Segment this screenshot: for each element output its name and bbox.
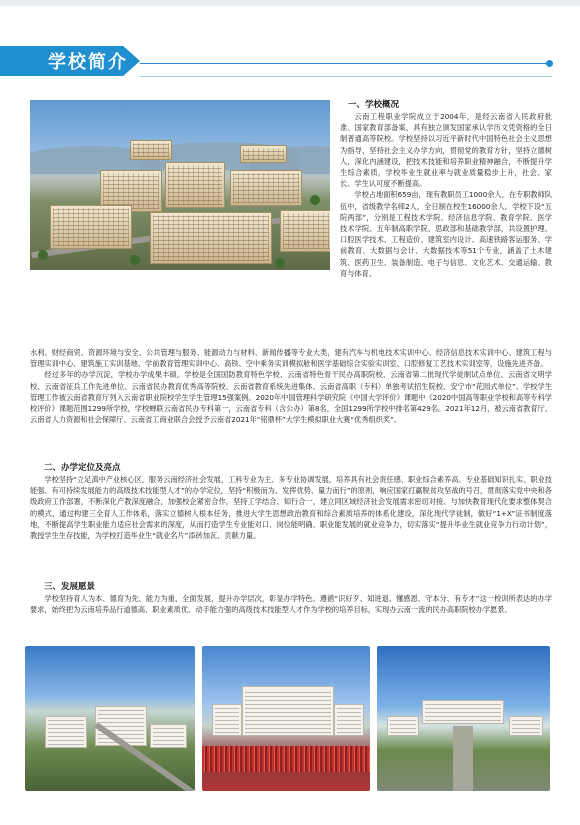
header-rule-light: [140, 76, 552, 77]
positioning-paragraph: [30, 474, 552, 541]
top-border: [0, 0, 580, 6]
overview-text-3: 经过多年的办学沉淀，学校办学成果丰硕。学校是全国国防教育特色学校、云南省特色骨干民办高职院校、云南省第二批现代学徒制试点单位、云南省文明学校、云南省征兵工作先进单位、云南省民办教育优秀高等院校、云南省教育系统先进集体、云南省高职（专科）单独考试招生院校、安宁市“花园式单位”。学校学生管理工作被云南省教育厅列入云南省职业院校学生学生管理15强案例。2020年中国管理科学研究院《中国大学评价》课题中《2020中国高等职业学校和高等专科学校评价》课题范围1299所学校，学校蝉联云南省民办专科第一，云南省专科（含公办）第8名，全国1299所学校中排名第429名。2021年12月，被云南省教育厅、云南省人力资源和社会保障厅、云南省工商业联合会授予云南省2021年“铭鼎杯”大学生模拟职业大赛“优秀组织奖”。: [30, 370, 552, 425]
positioning-text: 学校坚持“立足滇中产业核心区，服务云南经济社会发展，工科专业为主、多专业协调发展，培养具有社会责任感、职业综合素养高、专业基础知识扎实、职业技能强、有可持续发展能力的高级技术技能型人才”的办学定位，坚持“积极而为、发挥优势、量力而行”的原则，响应国家打赢脱贫攻坚战的号召，贯彻落实党中央和各级政府工作部署，不断深化产教深度融合，加强校企紧密合作，坚持工学结合、知行合一，建立同区域经济社会发展需求密切对接、与加快教育现代化要求整体契合的模式，通过构建三全育人工作体系，落实立德树人根本任务，推进大学生思想政治教育和综合素质培养的体系化建设，深化现代学徒制，做好“1+X”证书制度落地，不断提高学生职业能力适应社会需求的深度，从而打造学生专业能对口、岗位能明确、职业能发展的就业竞争力，切实落实“提升毕业生就业竞争力行动计划”，教授学生生存技能，为学校打造毕业生“就业名片”添砖加瓦、贡献力量。: [30, 475, 552, 541]
header-dot: [546, 60, 553, 67]
overview-paragraph-2: [30, 347, 552, 425]
overview-text-1: 云南工程职业学院成立于2004年，是经云南省人民政府批准、国家教育部备案，具有独立颁发国家承认学历文凭资格的全日制普通高等院校。学校坚持以习近平新时代中国特色社会主义思想为指导，坚持社会主义办学方向，贯彻党的教育方针，坚持立德树人，深化内涵建设，把技术技能和培养职业精神融合，不断提升学生综合素质，学校毕业生就业率与就业质量稳步上升，社会、家长、学生认可度不断提高。: [340, 112, 552, 189]
overview-text-2a: 学校占地面积659亩，现有教职员工1000余人，在专职教师队伍中，省级教学名师2人，全日制在校生16000余人。学校下设“五院两部”，分别是工程技术学院、经济信息学院、教育学院、医学技术学院、五年制高职学院、思政部和基础教学部，共设置护理、口腔医学技术、工程造价、建筑室内设计、高速铁路客运服务、学前教育、大数据与会计、大数据技术等51个专业，涵盖了土木建筑、医药卫生、装备制造、电子与信息、文化艺术、交通运输、教育与体育、: [340, 190, 552, 278]
section-heading-positioning: 二、办学定位及亮点: [44, 463, 121, 473]
vision-paragraph: [30, 593, 552, 615]
overview-paragraph-1: [340, 111, 552, 279]
campus-photo-2: [202, 646, 370, 791]
page-title: 学校简介: [48, 52, 128, 73]
section-heading-vision: 三、发展愿景: [44, 582, 96, 592]
campus-aerial-photo: [30, 100, 330, 270]
campus-avenue: [453, 726, 473, 791]
header-rule: [140, 63, 552, 64]
overview-text-2b: 水利、财经商贸、资源环境与安全、公共管理与服务、能源动力与材料、新闻传播等专业大类，建有汽车与机电技术实训中心、经济信息技术实训中心、建筑工程与管理实训中心、建筑施工实训基地、学前教育管理实训中心、高铁、空中乘务实训模拟舱和医学基础综合实验实训室、口腔修复工艺技术实训室等，设施先进齐备。: [30, 348, 552, 369]
campus-photo-1: [25, 646, 195, 791]
section-heading-overview: 一、学校概况: [348, 100, 400, 110]
campus-photo-3: [377, 646, 550, 791]
vision-text: 学校坚持育人为本、德育为先、能力为重、全面发展，提升办学层次，彰显办学特色。遵循“识好歹、知进退、懂感恩、守本分、有专才”这一校训所表达的办学要求，始终把为云南培养品行道德高、职业素质优、动手能力强的高级技术技能型人才作为学校的培养目标，实现办云南一流的民办高职院校办学愿景。: [30, 594, 552, 615]
